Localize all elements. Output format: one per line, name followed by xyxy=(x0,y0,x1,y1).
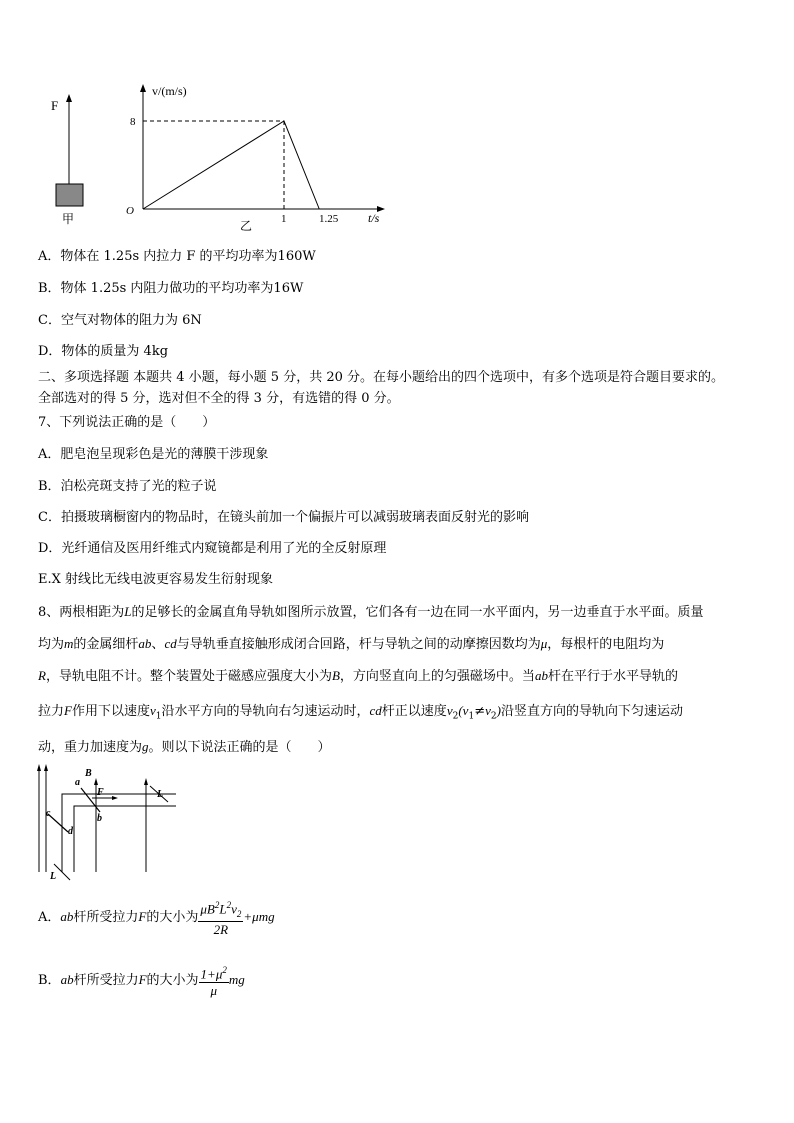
q8-line3: R，导轨电阻不计。整个装置处于磁感应强度大小为B，方向竖直向上的匀强磁场中。当ab杆在平行于水平导轨的 xyxy=(38,668,678,684)
section2-line2: 全部选对的得 5 分，选对但不全的得 3 分，有选错的得 0 分。 xyxy=(38,391,400,406)
formula-b-tail: mg xyxy=(228,972,245,987)
label-B: B xyxy=(85,768,92,779)
x-tick-1: 1 xyxy=(281,213,287,225)
q8-option-a: A．ab杆所受拉力F的大小为 $\frac{\mu B^2L^2v_2}{2R}$ +μmg xyxy=(38,895,275,939)
x-tick-1-25: 1.25 xyxy=(319,213,339,225)
label-c: c xyxy=(46,808,51,819)
label-d: d xyxy=(68,826,73,837)
block xyxy=(56,184,83,206)
caption-jia: 甲 xyxy=(62,212,75,226)
formula-a-tail: +μmg xyxy=(243,909,275,924)
rod-cd xyxy=(48,814,68,832)
q6-option-a: A．物体在 1.25s 内拉力 F 的平均功率为160W xyxy=(38,249,316,264)
q7-option-b: B．泊松亮斑支持了光的粒子说 xyxy=(38,479,217,494)
q8-line2: 均为m的金属细杆ab、cd与导轨垂直接触形成闭合回路，杆与导轨之间的动摩擦因数均为μ，每根杆的电阻均为 xyxy=(38,636,665,652)
label-L-top: L xyxy=(157,789,164,800)
formula-b-fraction: $\frac{1+\mu^2}{\mu}$ xyxy=(199,962,229,999)
y-axis-label: v/(m/s) xyxy=(152,84,187,98)
q7-stem: 7、下列说法正确的是（ ） xyxy=(38,415,216,430)
section2-line1: 二、多项选择题 本题共 4 小题，每小题 5 分，共 20 分。在每小题给出的四个选项中，有多个选项是符合题目要求的。 xyxy=(38,370,725,385)
x-axis-label: t/s xyxy=(368,211,380,225)
figure-yi-vt-graph xyxy=(118,80,398,240)
label-L-bottom: L xyxy=(50,871,57,882)
rail-arrow-up-2 xyxy=(44,764,48,771)
rail-arrow-up-1 xyxy=(37,764,41,771)
y-tick-8: 8 xyxy=(130,116,136,128)
origin-label: O xyxy=(126,205,134,217)
y-axis-arrow xyxy=(140,84,146,92)
q8-line1: 8、两根相距为L的足够长的金属直角导轨如图所示放置，它们各有一边在同一水平面内，另一边垂直于水平面。质量 xyxy=(38,604,704,620)
force-arrowhead xyxy=(66,94,72,102)
caption-yi: 乙 xyxy=(240,219,253,233)
label-a: a xyxy=(75,777,80,788)
force-f-arrowhead xyxy=(112,796,118,800)
force-label: F xyxy=(51,98,59,113)
q7-option-a: A．肥皂泡呈现彩色是光的薄膜干涉现象 xyxy=(38,447,269,462)
q6-option-b: B．物体 1.25s 内阻力做功的平均功率为16W xyxy=(38,281,304,296)
series-line xyxy=(143,121,319,209)
figure-jia xyxy=(40,88,100,233)
field-arrow-1 xyxy=(94,778,98,785)
q7-option-e: E.X 射线比无线电波更容易发生衍射现象 xyxy=(38,572,274,587)
rail-inner-2 xyxy=(74,806,176,872)
figure-rails xyxy=(34,764,184,886)
q8-line4: 拉力F作用下以速度$v_1$沿水平方向的导轨向右匀速运动时，cd杆正以速度$v_2(v_1\ne v_2)$沿竖直方向的导轨向下匀速运动 xyxy=(38,703,683,722)
q7-option-d: D．光纤通信及医用纤维式内窥镜都是利用了光的全反射原理 xyxy=(38,541,387,556)
q6-option-d: D．物体的质量为 4kg xyxy=(38,344,169,359)
q7-option-c: C．拍摄玻璃橱窗内的物品时，在镜头前加一个偏振片可以减弱玻璃表面反射光的影响 xyxy=(38,510,529,525)
q8-line5: 动，重力加速度为g。则以下说法正确的是（ ） xyxy=(38,739,331,755)
label-b: b xyxy=(97,813,102,824)
field-arrow-2 xyxy=(144,778,148,785)
label-F: F xyxy=(97,787,104,798)
q6-option-c: C．空气对物体的阻力为 6N xyxy=(38,313,202,328)
formula-a-fraction: $\frac{\mu B^2L^2v_2}{2R}$ xyxy=(198,897,243,939)
q8-option-b: B．ab杆所受拉力F的大小为 $\frac{1+\mu^2}{\mu}$ mg xyxy=(38,958,245,1002)
